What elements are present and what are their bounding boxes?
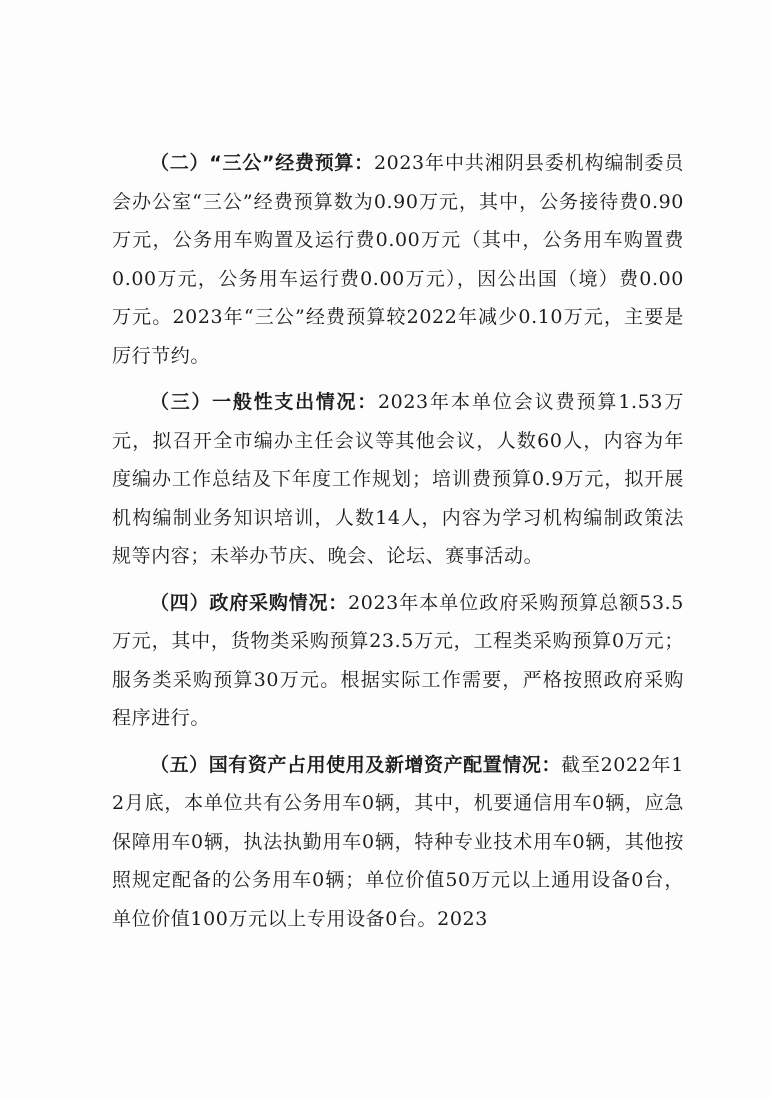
text-state-assets: 截至2022年12月底，本单位共有公务用车0辆，其中，机要通信用车0辆，应急保障用车0辆，执法执勤用车0辆，特种专业技术用车0辆，其他按照规定配备的公务用车0辆；单位价值50万元以上通用设备0台，单位价值100万元以上专用设备0台。2023: [112, 753, 684, 930]
document-body: [112, 144, 684, 946]
heading-three-public-expenses: （二）“三公”经费预算：: [150, 152, 374, 174]
heading-government-procurement: （四）政府采购情况：: [150, 591, 349, 614]
paragraph-government-procurement: [112, 584, 684, 738]
text-government-procurement: 2023年本单位政府采购预算总额53.5万元，其中，货物类采购预算23.5万元，工程类采购预算0万元；服务类采购预算30万元。根据实际工作需要，严格按照政府采购程序进行。: [112, 591, 684, 729]
text-three-public-expenses: 2023年中共湘阴县委机构编制委员会办公室“三公”经费预算数为0.90万元，其中，公务接待费0.90万元，公务用车购置及运行费0.00万元（其中，公务用车购置费0.00万元，公务用车运行费0.00万元），因公出国（境）费0.00万元。2023年“三公”经费预算较2022年减少0.10万元，主要是厉行节约。: [112, 152, 684, 367]
text-general-expenditure: 2023年本单位会议费预算1.53万元，拟召开全市编办主任会议等其他会议，人数60人，内容为年度编办工作总结及下年度工作规划；培训费预算0.9万元，拟开展机构编制业务知识培训，人数14人，内容为学习机构编制政策法规等内容；未举办节庆、晚会、论坛、赛事活动。: [112, 391, 684, 567]
paragraph-three-public-expenses: [112, 144, 684, 375]
paragraph-state-assets: [112, 746, 684, 939]
heading-general-expenditure: （三）一般性支出情况：: [150, 391, 378, 413]
paragraph-general-expenditure: [112, 383, 684, 576]
heading-state-assets: （五）国有资产占用使用及新增资产配置情况：: [150, 753, 562, 776]
